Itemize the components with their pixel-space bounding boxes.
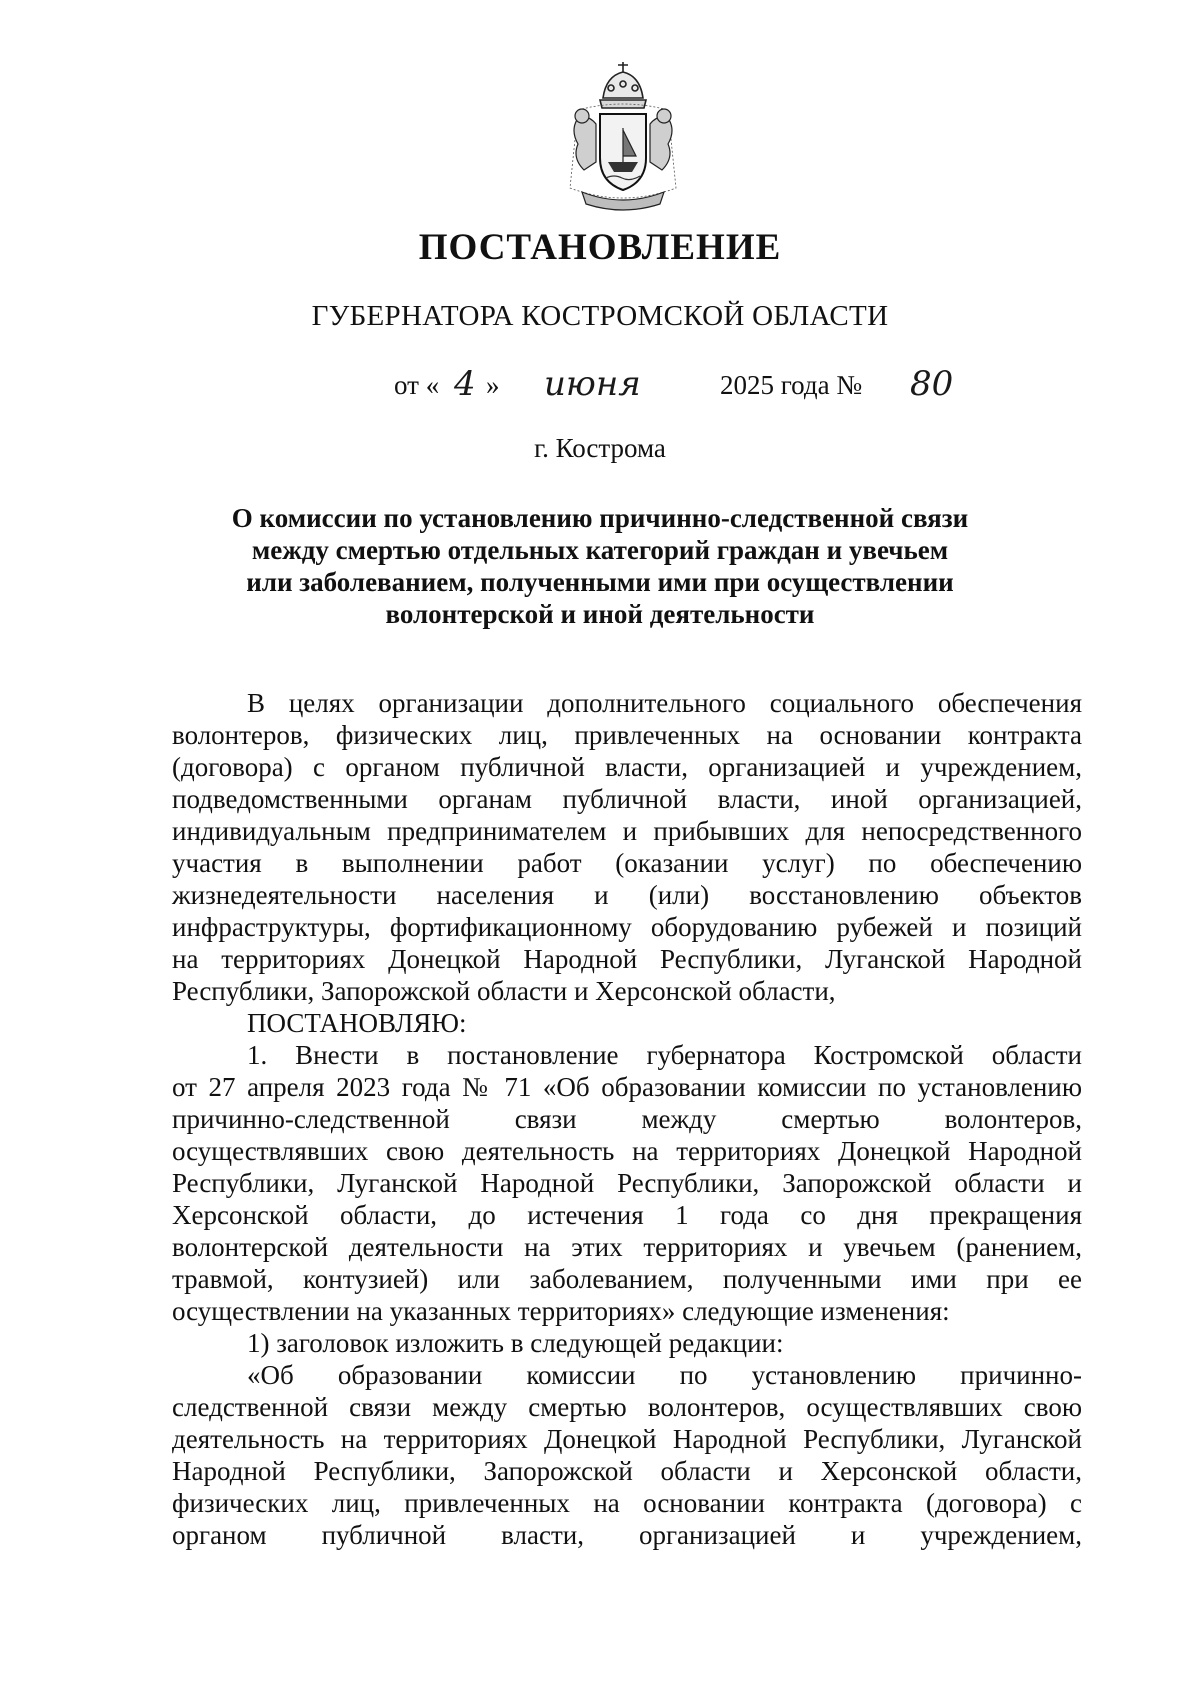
body-line: жизнедеятельности населения и (или) восстановлению объектов <box>172 880 1082 910</box>
body-line: волонтерской деятельности на этих территориях и увечьем (ранением, <box>172 1232 1082 1262</box>
body-line: причинно-следственной связи между смертью волонтеров, <box>172 1104 1082 1134</box>
body-line: инфраструктуры, фортификационному оборудованию рубежей и позиций <box>172 912 1082 942</box>
shield-icon <box>600 114 646 190</box>
body-line: деятельность на территориях Донецкой Народной Республики, Луганской <box>172 1424 1082 1454</box>
date-month-handwritten: июня <box>544 364 641 404</box>
body-line: травмой, контузией) или заболеванием, полученными ими при ее <box>172 1264 1082 1294</box>
body-line: физических лиц, привлеченных на основании контракта (договора) с <box>172 1488 1082 1518</box>
body-line: В целях организации дополнительного социального обеспечения <box>247 688 1082 718</box>
crown-icon <box>600 62 646 108</box>
body-line: «Об образовании комиссии по установлению причинно- <box>247 1360 1082 1390</box>
body-line: подведомственными органам публичной власти, иной организацией, <box>172 784 1082 814</box>
body-line: участия в выполнении работ (оказании услуг) по обеспечению <box>172 848 1082 878</box>
date-day-handwritten: 4 <box>454 364 476 404</box>
body-line: 1. Внести в постановление губернатора Костромской области <box>247 1040 1082 1070</box>
body-line: осуществлявших свою деятельность на территориях Донецкой Народной <box>172 1136 1082 1166</box>
body-line: Херсонской области, до истечения 1 года со дня прекращения <box>172 1200 1082 1230</box>
body-line: органом публичной власти, организацией и учреждением, <box>172 1520 1082 1550</box>
heading-line: волонтерской и иной деятельности <box>385 599 815 629</box>
body-line: Республики, Запорожской области и Херсонской области, <box>172 976 836 1006</box>
document-subtitle: ГУБЕРНАТОРА КОСТРОМСКОЙ ОБЛАСТИ <box>311 300 889 332</box>
heading-line: или заболеванием, полученными ими при осуществлении <box>246 567 954 597</box>
resolution-word: ПОСТАНОВЛЯЮ: <box>247 1008 467 1038</box>
document-body <box>172 687 1082 1551</box>
date-year: 2025 года № <box>720 370 863 400</box>
coat-of-arms-emblem <box>548 58 698 218</box>
body-line: Республики, Луганской Народной Республики, Запорожской области и <box>172 1168 1082 1198</box>
date-close-quote: » <box>486 370 500 400</box>
heading-line: О комиссии по установлению причинно-следственной связи <box>231 503 969 533</box>
body-line: (договора) с органом публичной власти, организацией и учреждением, <box>172 752 1082 782</box>
dateline <box>394 364 954 410</box>
document-title: ПОСТАНОВЛЕНИЕ <box>418 227 782 268</box>
city-line: г. Кострома <box>534 433 666 463</box>
body-line: следственной связи между смертью волонтеров, осуществлявших свою <box>172 1392 1082 1422</box>
body-line: 1) заголовок изложить в следующей редакции: <box>247 1328 784 1358</box>
heading-line: между смертью отдельных категорий граждан и увечьем <box>251 535 949 565</box>
document-heading <box>170 502 1030 630</box>
body-line: от 27 апреля 2023 года № 71 «Об образовании комиссии по установлению <box>172 1072 1082 1102</box>
document-number-handwritten: 80 <box>910 364 954 404</box>
body-line: осуществлении на указанных территориях» следующие изменения: <box>172 1296 950 1326</box>
body-line: Народной Республики, Запорожской области и Херсонской области, <box>172 1456 1082 1486</box>
body-line: индивидуальным предпринимателем и прибывших для непосредственного <box>172 816 1082 846</box>
body-line: на территориях Донецкой Народной Республики, Луганской Народной <box>172 944 1082 974</box>
body-line: волонтеров, физических лиц, привлеченных на основании контракта <box>172 720 1082 750</box>
date-prefix: от « <box>394 370 440 400</box>
